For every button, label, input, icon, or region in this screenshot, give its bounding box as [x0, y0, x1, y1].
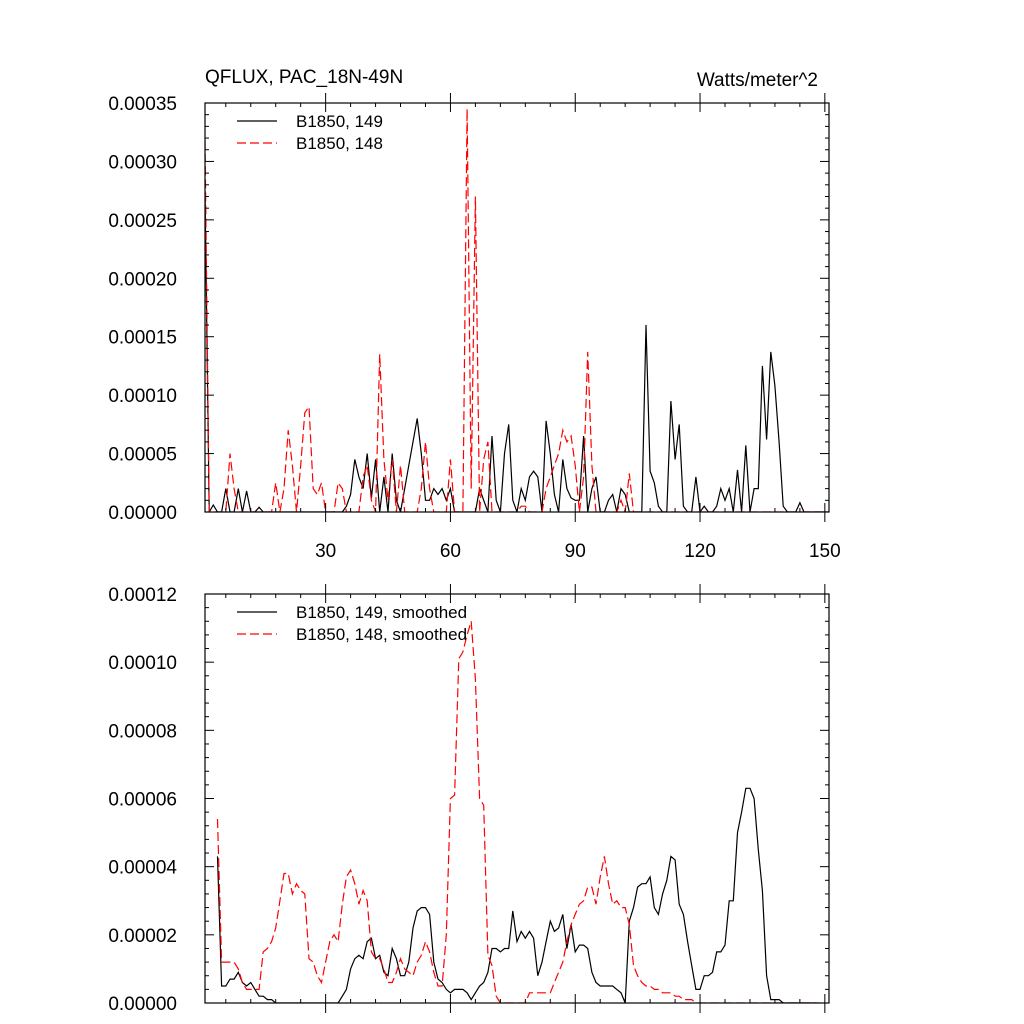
y-tick-label: 0.00006	[108, 789, 177, 811]
y-tick-label: 0.00010	[108, 386, 177, 408]
bottom-panel	[108, 584, 829, 1015]
y-tick-label: 0.00035	[108, 94, 177, 115]
series-group	[218, 621, 821, 1003]
series-group	[205, 109, 829, 512]
series-line-2	[205, 109, 829, 512]
legend-label: B1850, 149, smoothed	[296, 603, 468, 622]
x-tick-label: 60	[439, 541, 462, 562]
x-tick-label: 150	[808, 541, 841, 562]
y-tick-label: 0.00030	[108, 152, 177, 174]
title-left: QFLUX, PAC_18N-49N	[205, 67, 404, 88]
series-line-1	[218, 788, 817, 1003]
legend-label: B1850, 149	[296, 112, 383, 131]
y-tick-label: 0.00015	[108, 327, 177, 349]
series-line-1	[205, 191, 829, 512]
y-tick-label: 0.00005	[108, 444, 177, 466]
x-tick-label: 90	[564, 541, 586, 562]
y-tick-label: 0.00025	[108, 210, 177, 232]
y-tick-label: 0.00000	[108, 994, 177, 1015]
legend-label: B1850, 148, smoothed	[296, 625, 468, 644]
plot-frame	[205, 103, 829, 512]
y-tick-label: 0.00010	[108, 653, 177, 675]
y-tick-label: 0.00012	[108, 585, 177, 606]
legend-label: B1850, 148	[296, 134, 383, 153]
series-line-2	[218, 621, 821, 1003]
y-tick-label: 0.00000	[108, 503, 177, 524]
y-tick-label: 0.00004	[108, 857, 177, 879]
y-tick-label: 0.00002	[108, 925, 177, 947]
y-tick-label: 0.00008	[108, 721, 177, 743]
title-right: Watts/meter^2	[696, 70, 818, 91]
top-panel	[108, 67, 840, 562]
x-tick-label: 30	[315, 541, 337, 562]
y-tick-label: 0.00020	[108, 269, 177, 291]
x-tick-label: 120	[684, 541, 716, 562]
